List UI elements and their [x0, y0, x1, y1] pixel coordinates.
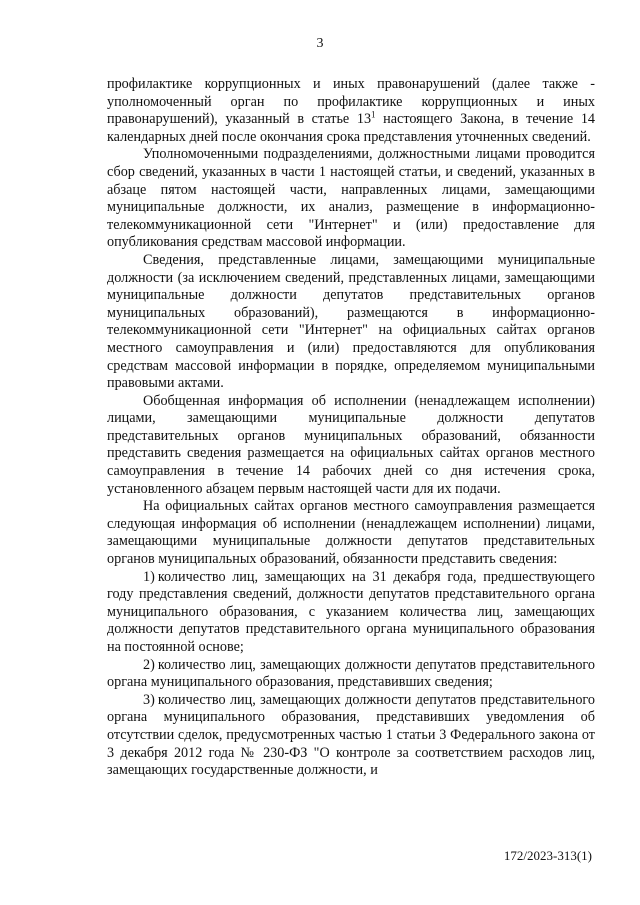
list-item — [107, 657, 595, 692]
list-item — [107, 569, 595, 657]
paragraph-text-continued: настоящего Закона, в течение 14 календарных дней после окончания срока представления уточненных сведений. — [107, 111, 596, 145]
list-item-text: количество лиц, замещающих должности депутатов представительного органа муниципального образования, представивших уведомления об отсутствии сделок, предусмотренных частью 1 статьи 3 Федерального закона от 3 декабря 2012 года № 230-ФЗ "О контроле за соответствием расходов лиц, замещающих государственные должности, и — [107, 691, 595, 779]
document-body — [107, 76, 595, 780]
paragraph: На официальных сайтах органов местного самоуправления размещается следующая информация об исполнении (ненадлежащем исполнении) лицами, замещающими муниципальные должности депутатов представительных органов муниципальных образований, обязанности представить сведения: — [107, 498, 595, 568]
page-number: 3 — [316, 36, 324, 51]
list-item-number: 1) — [143, 568, 155, 585]
paragraph: Уполномоченными подразделениями, должностными лицами проводится сбор сведений, указанных в части 1 настоящей статьи, и сведений, указанных в абзаце пятом настоящей части, направленных лицами, замещающими муниципальные должности, их анализ, размещение в информационно-телекоммуникационной сети "Интернет" и (или) предоставление для опубликования средствам массовой информации. — [107, 146, 595, 251]
paragraph — [107, 76, 595, 146]
paragraph-text: профилактике коррупционных и иных правонарушений (далее также - уполномоченный орган по профилактике коррупционных и иных правонарушений), указанный в статье 13 — [107, 76, 595, 128]
list-item-text: количество лиц, замещающих на 31 декабря года, предшествующего году представления сведений, должности депутатов представительного органа муниципального образования, с указанием количества лиц, замещающих должности депутатов представительного органа муниципального образования на постоянной основе; — [107, 568, 595, 655]
document-code: 172/2023-313(1) — [503, 848, 592, 863]
list-item-number: 2) — [143, 656, 155, 673]
list-item-text: количество лиц, замещающих должности депутатов представительного органа муниципального образования, представивших сведения; — [107, 656, 595, 691]
list-item — [107, 692, 595, 780]
footnote-superscript: 1 — [371, 109, 376, 120]
paragraph: Обобщенная информация об исполнении (ненадлежащем исполнении) лицами, замещающими муниципальные должности депутатов представительных органов муниципальных образований, обязанности представить сведения размещается на официальных сайтах органов местного самоуправления в течение 14 рабочих дней со дня истечения срока, установленного абзацем первым настоящей части для их подачи. — [107, 392, 595, 497]
paragraph: Сведения, представленные лицами, замещающими муниципальные должности (за исключением сведений, представленных лицами, замещающими муниципальные должности депутатов представительных органов муниципальных образований), размещаются в информационно-телекоммуникационной сети "Интернет" на официальных сайтах органов местного самоуправления и (или) предоставляются для опубликования средствам массовой информации в порядке, определяемом муниципальными правовыми актами. — [107, 251, 595, 392]
list-item-number: 3) — [143, 691, 155, 708]
